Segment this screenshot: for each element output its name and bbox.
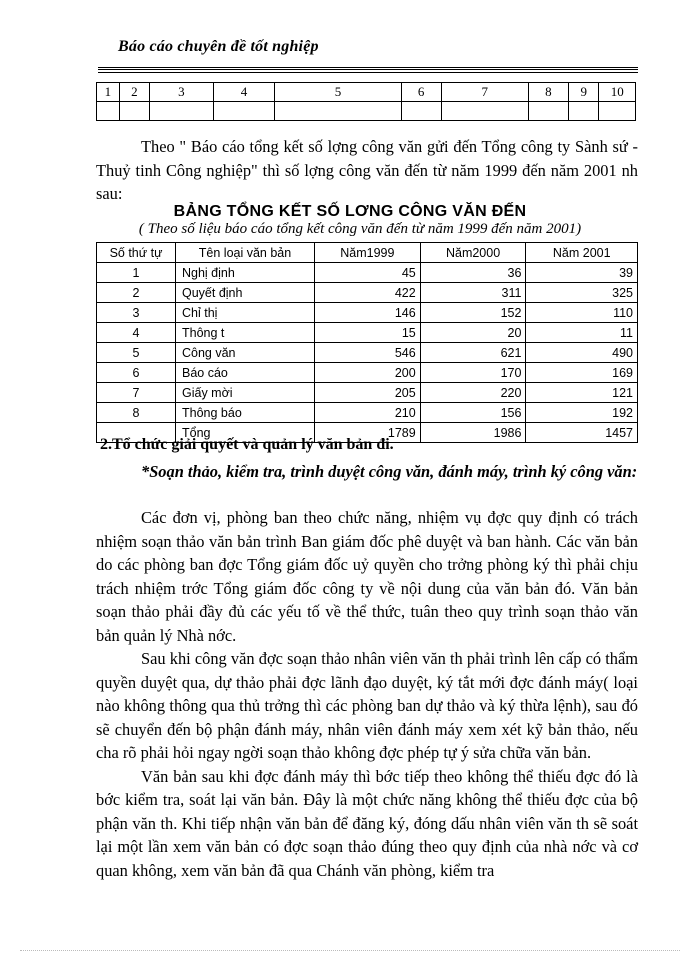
table-row bbox=[97, 283, 638, 303]
value-cell: 36 bbox=[420, 263, 526, 283]
body-paragraph: Sau khi công văn đợc soạn thảo nhân viên văn th phải trình lên cấp có thẩm quyền duyệt qua, dự thảo phải đợc lãnh đạo duyệt, ký tắt mới đợc đánh máy( loại nào không thông qua thủ trởng thì các phòng ban dự thảo và ký thừa lệnh), sau đó sẽ chuyển đến bộ phận đánh máy, nhân viên đánh máy xem xét kỹ bản thảo, nếu cha rõ phải hỏi ngay ngời soạn thảo không đợc phép tự ý sửa chữa văn bản. bbox=[96, 649, 638, 762]
header-cell: Số thứ tự bbox=[97, 243, 176, 263]
type-cell: Giấy mời bbox=[176, 383, 315, 403]
empty-cell bbox=[119, 102, 149, 121]
statistics-table bbox=[96, 242, 638, 443]
value-cell: 621 bbox=[420, 343, 526, 363]
value-cell: 490 bbox=[526, 343, 638, 363]
table-subtitle: ( Theo số liệu báo cáo tổng kết công văn đến từ năm 1999 đến năm 2001) bbox=[138, 221, 582, 237]
value-cell: 110 bbox=[526, 303, 638, 323]
table-row bbox=[97, 323, 638, 343]
header-cell: Tên loại văn bản bbox=[176, 243, 315, 263]
running-header: Báo cáo chuyên đề tốt nghiệp bbox=[118, 38, 319, 55]
number-cell: 4 bbox=[213, 83, 275, 102]
empty-cell bbox=[599, 102, 636, 121]
empty-row bbox=[97, 102, 636, 121]
value-cell: 45 bbox=[315, 263, 421, 283]
table-row bbox=[97, 263, 638, 283]
type-cell: Thông báo bbox=[176, 403, 315, 423]
value-cell: 325 bbox=[526, 283, 638, 303]
stt-cell: 5 bbox=[97, 343, 176, 363]
empty-cell bbox=[401, 102, 441, 121]
value-cell: 220 bbox=[420, 383, 526, 403]
stt-cell: 3 bbox=[97, 303, 176, 323]
header-cell: Năm1999 bbox=[315, 243, 421, 263]
type-cell: Chỉ thị bbox=[176, 303, 315, 323]
value-cell: 311 bbox=[420, 283, 526, 303]
number-cell: 10 bbox=[599, 83, 636, 102]
table-row bbox=[97, 403, 638, 423]
value-cell: 15 bbox=[315, 323, 421, 343]
value-cell: 121 bbox=[526, 383, 638, 403]
value-cell: 170 bbox=[420, 363, 526, 383]
table-title: BẢNG TỔNG KẾT SỐ LƠNG CÔNG VĂN ĐẾN bbox=[173, 203, 527, 220]
empty-cell bbox=[150, 102, 214, 121]
number-cell: 2 bbox=[119, 83, 149, 102]
stt-cell: 8 bbox=[97, 403, 176, 423]
page-bottom-rule bbox=[20, 950, 680, 951]
number-cell: 7 bbox=[441, 83, 528, 102]
intro-paragraph bbox=[96, 135, 638, 206]
value-cell: 210 bbox=[315, 403, 421, 423]
header-cell: Năm 2001 bbox=[526, 243, 638, 263]
stt-cell: 6 bbox=[97, 363, 176, 383]
total-cell: 1789 bbox=[315, 423, 421, 443]
empty-cell bbox=[213, 102, 275, 121]
table-row bbox=[97, 363, 638, 383]
value-cell: 169 bbox=[526, 363, 638, 383]
section-heading: 2.Tổ chức giải quyết và quản lý văn bản đi. bbox=[100, 436, 394, 453]
stt-cell: 2 bbox=[97, 283, 176, 303]
type-cell: Thông t bbox=[176, 323, 315, 343]
value-cell: 39 bbox=[526, 263, 638, 283]
value-cell: 205 bbox=[315, 383, 421, 403]
number-cell: 9 bbox=[569, 83, 599, 102]
type-cell: Tổng bbox=[176, 423, 315, 443]
type-cell: Báo cáo bbox=[176, 363, 315, 383]
number-row bbox=[97, 83, 636, 102]
value-cell: 20 bbox=[420, 323, 526, 343]
table-row bbox=[97, 383, 638, 403]
total-cell: 1986 bbox=[420, 423, 526, 443]
value-cell: 146 bbox=[315, 303, 421, 323]
empty-cell bbox=[441, 102, 528, 121]
value-cell: 11 bbox=[526, 323, 638, 343]
subheading: *Soạn thảo, kiểm tra, trình duyệt công văn, đánh máy, trình ký công văn: bbox=[141, 462, 638, 481]
stt-cell: 7 bbox=[97, 383, 176, 403]
column-number-table bbox=[96, 82, 636, 121]
total-cell: 1457 bbox=[526, 423, 638, 443]
intro-text: Theo " Báo cáo tổng kết số lợng công văn gửi đến Tổng công ty Sành sứ - Thuỷ tinh Công nghiệp" thì số lợng công văn đến từ năm 1999 đến năm 2001 nh sau: bbox=[96, 137, 638, 203]
empty-cell bbox=[528, 102, 568, 121]
header-rule bbox=[98, 67, 638, 73]
table-row bbox=[97, 303, 638, 323]
value-cell: 192 bbox=[526, 403, 638, 423]
header-cell: Năm2000 bbox=[420, 243, 526, 263]
body-paragraph: Văn bản sau khi đợc đánh máy thì bớc tiếp theo không thể thiếu đợc đó là bớc kiểm tra, soát lại văn bản. Đây là một chức năng không thể thiếu đợc của bộ phận văn th. Khi tiếp nhận văn bản để đăng ký, đóng dấu nhân viên văn th sẽ soát lại một lần xem văn bản có đợc soạn thảo đúng theo quy định của nhà nớc và cơ quan không, xem văn bản đã qua Chánh văn phòng, kiểm tra bbox=[96, 766, 638, 880]
table-row bbox=[97, 343, 638, 363]
number-cell: 1 bbox=[97, 83, 120, 102]
table-header-row bbox=[97, 243, 638, 263]
empty-cell bbox=[275, 102, 401, 121]
value-cell: 546 bbox=[315, 343, 421, 363]
type-cell: Quyết định bbox=[176, 283, 315, 303]
number-cell: 8 bbox=[528, 83, 568, 102]
type-cell: Nghị định bbox=[176, 263, 315, 283]
number-cell: 5 bbox=[275, 83, 401, 102]
stt-cell: 4 bbox=[97, 323, 176, 343]
type-cell: Công văn bbox=[176, 343, 315, 363]
value-cell: 200 bbox=[315, 363, 421, 383]
number-cell: 6 bbox=[401, 83, 441, 102]
value-cell: 152 bbox=[420, 303, 526, 323]
value-cell: 156 bbox=[420, 403, 526, 423]
body-text bbox=[96, 506, 638, 882]
body-paragraph: Các đơn vị, phòng ban theo chức năng, nhiệm vụ đợc quy định có trách nhiệm soạn thảo văn bản trình Ban giám đốc phê duyệt và ban hành. Các văn bản do các phòng ban đợc Tổng giám đốc uỷ quyền cho trởng phòng ký thì phải chịu trách nhiệm trớc Tổng giám đốc công ty về nội dung của văn bản đó. Văn bản soạn thảo phải đầy đủ các yếu tố về thể thức, tuân theo quy trình soạn thảo văn bản quản lý Nhà nớc. bbox=[96, 508, 638, 645]
stt-cell: 1 bbox=[97, 263, 176, 283]
empty-cell bbox=[569, 102, 599, 121]
value-cell: 422 bbox=[315, 283, 421, 303]
number-cell: 3 bbox=[150, 83, 214, 102]
empty-cell bbox=[97, 102, 120, 121]
